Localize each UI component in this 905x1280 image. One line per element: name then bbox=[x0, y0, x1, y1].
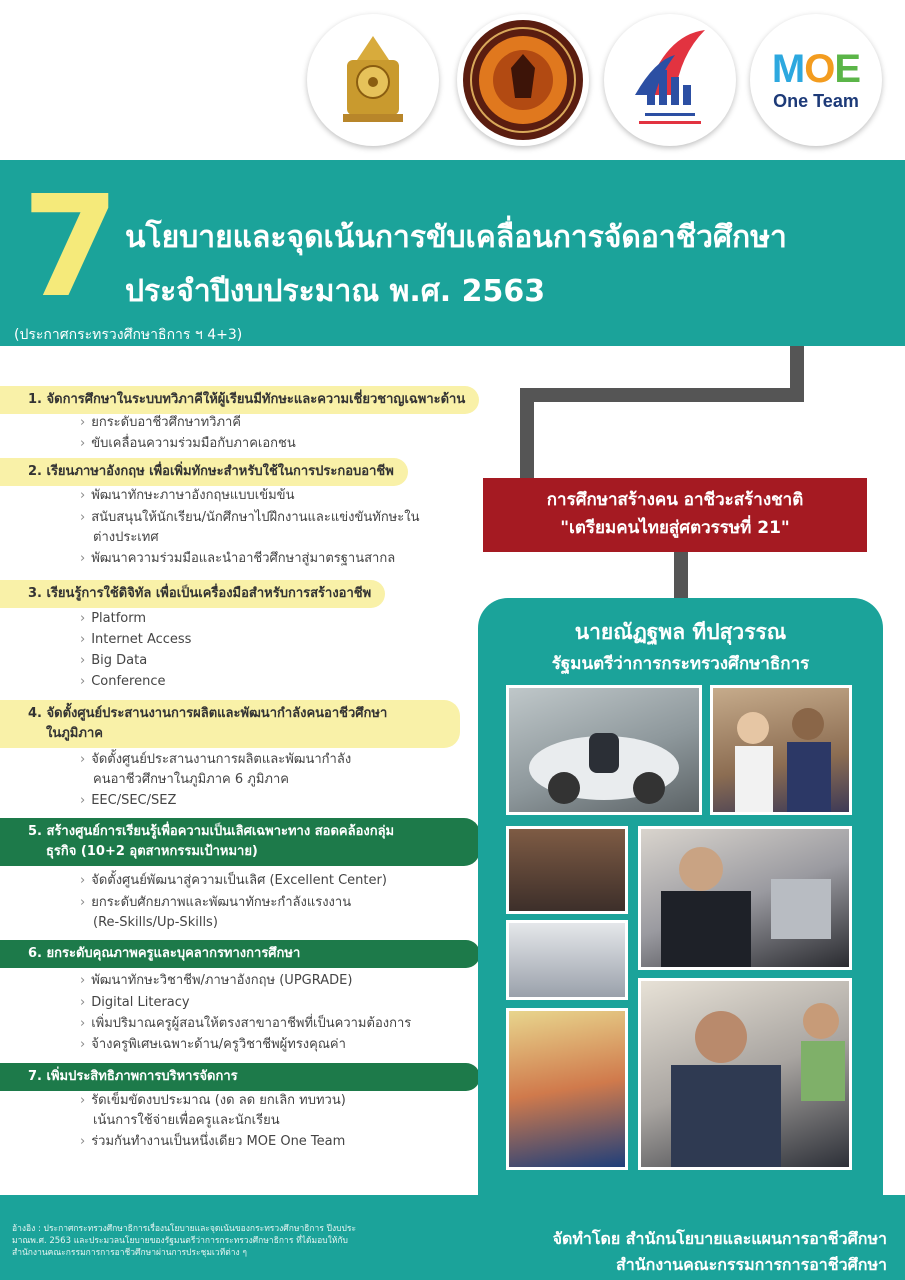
page-title-line1: นโยบายและจุดเน้นการขับเคลื่อนการจัดอาชีวศึกษา bbox=[125, 220, 787, 255]
policy-7-item-continued: เน้นการใช้จ่ายเพื่อครูและนักเรียน bbox=[93, 1113, 280, 1128]
inspection-photo-image bbox=[641, 981, 849, 1167]
policy-heading-1: 1. จัดการศึกษาในระบบทวิภาคีให้ผู้เรียนมีทักษะและความเชี่ยวชาญเฉพาะด้าน bbox=[0, 386, 479, 414]
chevron-right-icon: › bbox=[80, 1093, 86, 1108]
policy-2-item: › พัฒนาความร่วมมือและนำอาชีวศึกษาสู่มาตรฐานสากล bbox=[80, 551, 396, 566]
chevron-right-icon: › bbox=[80, 1134, 86, 1149]
slogan-banner bbox=[483, 478, 867, 552]
chevron-right-icon: › bbox=[80, 973, 86, 988]
chevron-right-icon: › bbox=[80, 752, 86, 767]
page-title-line2: ประจำปีงบประมาณ พ.ศ. 2563 bbox=[125, 274, 546, 309]
policy-4-item-continued: คนอาชีวศึกษาในภูมิภาค 6 ภูมิภาค bbox=[93, 772, 289, 787]
minister-title: รัฐมนตรีว่าการกระทรวงศึกษาธิการ bbox=[551, 654, 810, 674]
chevron-right-icon: › bbox=[80, 1037, 86, 1052]
photo-minister-at-machine bbox=[638, 826, 852, 970]
chevron-right-icon: › bbox=[80, 793, 86, 808]
chevron-right-icon: › bbox=[80, 653, 86, 668]
slogan-line1: การศึกษาสร้างคน อาชีวะสร้างชาติ bbox=[546, 490, 804, 510]
credit-line2: สำนักงานคณะกรรมการการอาชีวศึกษา bbox=[615, 1255, 887, 1274]
policy-heading-3: 3. เรียนรู้การใช้ดิจิทัล เพื่อเป็นเครื่องมือสำหรับการสร้างอาชีพ bbox=[0, 580, 385, 608]
policy-6-item: › พัฒนาทักษะวิชาชีพ/ภาษาอังกฤษ (UPGRADE) bbox=[80, 973, 353, 988]
policy-heading-2: 2. เรียนภาษาอังกฤษ เพื่อเพิ่มทักษะสำหรับใช้ในการประกอบอาชีพ bbox=[0, 458, 408, 486]
photo-lab-visit bbox=[506, 920, 628, 1000]
students-photo-image bbox=[713, 688, 849, 812]
reference-note: อ้างอิง : ประกาศกระทรวงศึกษาธิการเรื่องนโยบายและจุดเน้นของกระทรวงศึกษาธิการ ปีงบประมาณพ.ศ. 2563 และประมวลนโยบายของรัฐมนตรีว่าการกระทรวงศึกษาธิการ ที่ได้มอบให้กับสำนักงานคณะกรรมการการอาชีวศึกษาผ่านการประชุมเวทีต่าง ๆ bbox=[12, 1224, 357, 1258]
policy-2-item: › พัฒนาทักษะภาษาอังกฤษแบบเข้มข้น bbox=[80, 488, 295, 503]
policy-heading-4: 4. จัดตั้งศูนย์ประสานงานการผลิตและพัฒนากำลังคนอาชีวศึกษา ในภูมิภาค bbox=[0, 700, 460, 748]
city-skyline-icon bbox=[625, 25, 715, 135]
connector-line bbox=[674, 552, 688, 598]
chevron-right-icon: › bbox=[80, 895, 86, 910]
chevron-right-icon: › bbox=[80, 873, 86, 888]
car-photo-image bbox=[509, 688, 699, 812]
vec-seal-icon bbox=[461, 18, 585, 142]
policy-count-number: 7 bbox=[22, 166, 120, 329]
credit-block bbox=[467, 1226, 887, 1278]
policy-3-item: › Conference bbox=[80, 674, 166, 689]
moe-one-team-logo bbox=[750, 14, 882, 146]
policy-heading-6: 6. ยกระดับคุณภาพครูและบุคลากรทางการศึกษา bbox=[0, 940, 480, 968]
moe-logo-subtext: One Team bbox=[773, 90, 859, 111]
photo-minister-inspecting-device bbox=[638, 978, 852, 1170]
chevron-right-icon: › bbox=[80, 551, 86, 566]
chevron-right-icon: › bbox=[80, 510, 86, 525]
chevron-right-icon: › bbox=[80, 632, 86, 647]
policy-heading-5: 5. สร้างศูนย์การเรียนรู้เพื่อความเป็นเลิศเฉพาะทาง สอดคล้องกลุ่ม ธุรกิจ (10+2 อุตสาหกรรมเป้าหมาย) bbox=[0, 818, 480, 866]
policy-4-item: › EEC/SEC/SEZ bbox=[80, 793, 177, 808]
chevron-right-icon: › bbox=[80, 488, 86, 503]
policy-5-item-continued: (Re-Skills/Up-Skills) bbox=[93, 915, 218, 930]
policy-2-item: › สนับสนุนให้นักเรียน/นักศึกษาไปฝึกงานและแข่งขันทักษะใน bbox=[80, 510, 420, 525]
ministry-emblem-logo bbox=[307, 14, 439, 146]
policy-6-item: › Digital Literacy bbox=[80, 995, 190, 1010]
chevron-right-icon: › bbox=[80, 674, 86, 689]
moe-logo-text: MOE bbox=[771, 46, 861, 91]
policy-3-item: › Platform bbox=[80, 611, 147, 626]
policy-5-item: › จัดตั้งศูนย์พัฒนาสู่ความเป็นเลิศ (Excellent Center) bbox=[80, 873, 387, 888]
credit-line1: จัดทำโดย สำนักนโยบายและแผนการอาชีวศึกษา bbox=[552, 1229, 887, 1248]
photo-electric-car bbox=[506, 685, 702, 815]
policy-7-item: › รัดเข็มขัดงบประมาณ (งด ลด ยกเลิก ทบทวน) bbox=[80, 1093, 346, 1108]
chevron-right-icon: › bbox=[80, 436, 86, 451]
vocational-slogan-logo bbox=[604, 14, 736, 146]
policy-heading-7: 7. เพิ่มประสิทธิภาพการบริหารจัดการ bbox=[0, 1063, 480, 1091]
policy-2-item-continued: ต่างประเทศ bbox=[93, 530, 159, 545]
photo-exhibition-hall bbox=[506, 826, 628, 914]
connector-line bbox=[520, 388, 534, 478]
policy-6-item: › เพิ่มปริมาณครูผู้สอนให้ตรงสาขาอาชีพที่เป็นความต้องการ bbox=[80, 1016, 412, 1031]
policy-3-item: › Big Data bbox=[80, 653, 148, 668]
machine-photo-image bbox=[641, 829, 849, 967]
chevron-right-icon: › bbox=[80, 1016, 86, 1031]
policy-6-item: › จ้างครูพิเศษเฉพาะด้าน/ครูวิชาชีพผู้ทรงคุณค่า bbox=[80, 1037, 346, 1052]
photo-students-greeting bbox=[506, 1008, 628, 1170]
chevron-right-icon: › bbox=[80, 611, 86, 626]
page-subtitle: (ประกาศกระทรวงศึกษาธิการ ฯ 4+3) bbox=[14, 327, 243, 343]
slogan-line2: "เตรียมคนไทยสู่ศตวรรษที่ 21" bbox=[560, 518, 790, 538]
photo-minister-with-students bbox=[710, 685, 852, 815]
policy-1-item: › ขับเคลื่อนความร่วมมือกับภาคเอกชน bbox=[80, 436, 296, 451]
chevron-right-icon: › bbox=[80, 995, 86, 1010]
connector-line bbox=[520, 388, 804, 402]
policy-5-item: › ยกระดับศักยภาพและพัฒนาทักษะกำลังแรงงาน bbox=[80, 895, 352, 910]
policy-1-item: › ยกระดับอาชีวศึกษาทวิภาคี bbox=[80, 415, 242, 430]
policy-3-item: › Internet Access bbox=[80, 632, 192, 647]
garuda-emblem-icon bbox=[333, 30, 413, 130]
minister-name: นายณัฏฐพล ทีปสุวรรณ bbox=[574, 620, 787, 644]
chevron-right-icon: › bbox=[80, 415, 86, 430]
vocational-commission-seal-logo bbox=[457, 14, 589, 146]
policy-4-item: › จัดตั้งศูนย์ประสานงานการผลิตและพัฒนากำลัง bbox=[80, 752, 352, 767]
policy-7-item: › ร่วมกันทำงานเป็นหนึ่งเดียว MOE One Team bbox=[80, 1134, 346, 1149]
